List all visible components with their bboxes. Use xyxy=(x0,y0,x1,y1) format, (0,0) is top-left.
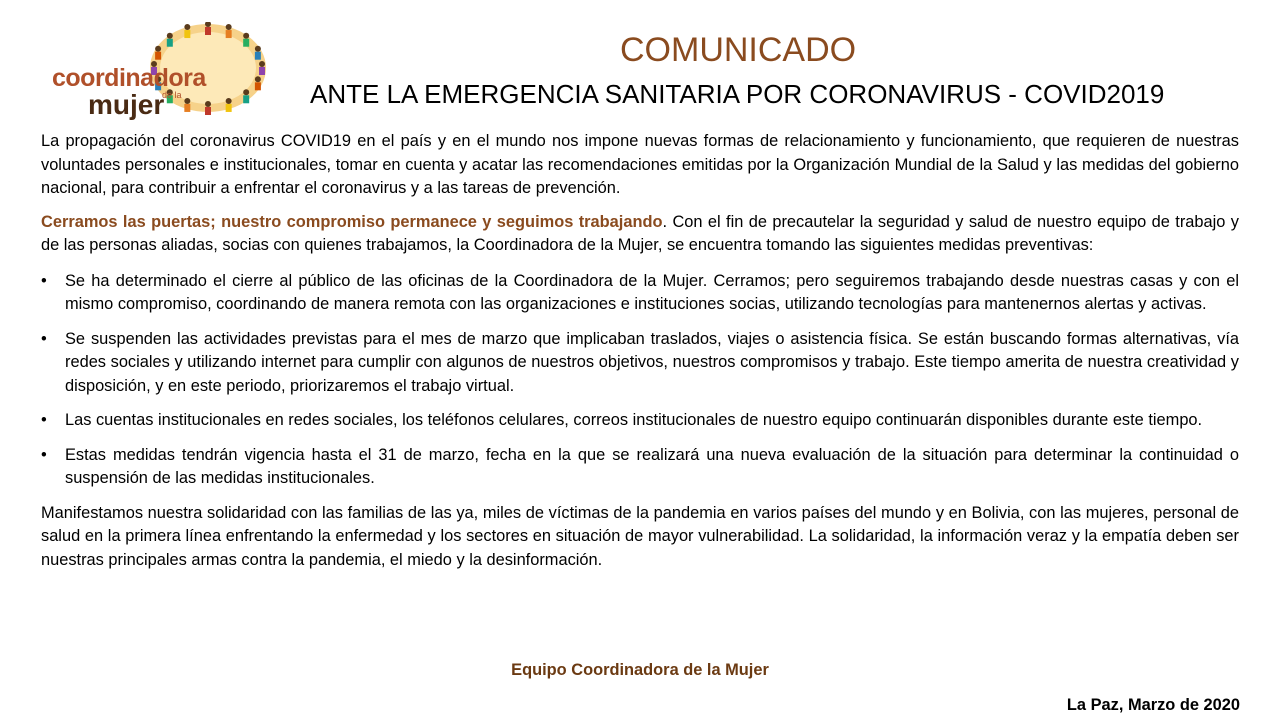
figure-head-icon xyxy=(184,98,190,104)
logo-line-2: de la xyxy=(162,90,182,100)
figure-body-icon xyxy=(205,107,211,115)
bullet-icon: • xyxy=(41,329,47,348)
logo-line-1: coordinadora xyxy=(52,64,206,92)
logo-wordmark xyxy=(52,64,206,120)
page-title: COMUNICADO xyxy=(620,31,857,69)
lead-paragraph xyxy=(41,211,1239,258)
figure-head-icon xyxy=(205,101,211,107)
list-item-text: Se ha determinado el cierre al público de las oficinas de la Coordinadora de la Mujer. Cerramos; pero seguiremos trabajando desde nuestras casas y con el mismo compromiso, coordinando de manera remota con las organizaciones e instituciones socias, utilizando tecnologías para mantenernos alertas y activas. xyxy=(65,271,1239,313)
figure-head-icon xyxy=(167,33,173,39)
bullet-icon: • xyxy=(41,271,47,290)
figure-head-icon xyxy=(243,33,249,39)
page-subtitle: ANTE LA EMERGENCIA SANITARIA POR CORONAVIRUS - COVID2019 xyxy=(310,79,1165,109)
figure-head-icon xyxy=(226,24,232,30)
figure-body-icon xyxy=(255,52,261,60)
figure-body-icon xyxy=(259,67,265,75)
place-date: La Paz, Marzo de 2020 xyxy=(1066,696,1240,714)
figure-head-icon xyxy=(255,46,261,52)
list-item xyxy=(41,409,1239,433)
figure-head-icon xyxy=(184,24,190,30)
lead-highlight: Cerramos las puertas; nuestro compromiso permanece y seguimos trabajando xyxy=(41,212,663,231)
lead-text: . Con el fin de precautelar la seguridad y salud de nuestro equipo de trabajo y de las personas aliadas, socias con quienes trabajamos, la Coordinadora de la Mujer, se encuentra tomando las siguientes medidas preventivas: xyxy=(41,212,1239,254)
figure-body-icon xyxy=(184,30,190,38)
measures-list xyxy=(41,270,1239,491)
figure-head-icon xyxy=(259,61,265,67)
figure-body-icon xyxy=(226,104,232,112)
figure-head-icon xyxy=(243,89,249,95)
document-body xyxy=(41,130,1239,572)
signature: Equipo Coordinadora de la Mujer xyxy=(511,661,769,679)
figure-body-icon xyxy=(155,52,161,60)
bullet-icon: • xyxy=(41,411,47,429)
figure-body-icon xyxy=(226,30,232,38)
figure-body-icon xyxy=(243,95,249,103)
list-item-text: Se suspenden las actividades previstas para el mes de marzo que implicaban traslados, viajes o asistencia física. Se están buscando formas alternativas, vía redes sociales y utilizando internet para cumplir con algunos de nuestros objetivos, nuestros compromisos y trabajo. Este tiempo amerita de nuestra creatividad y disposición, y en este periodo, priorizaremos el trabajo virtual. xyxy=(65,329,1239,395)
list-item-text: Las cuentas institucionales en redes sociales, los teléfonos celulares, correos institucionales de nuestro equipo continuarán disponibles durante este tiempo. xyxy=(65,411,1203,429)
figure-body-icon xyxy=(255,82,261,90)
list-item xyxy=(41,444,1239,491)
figure-body-icon xyxy=(243,39,249,47)
list-item-text: Estas medidas tendrán vigencia hasta el 31 de marzo, fecha en la que se realizará una nueva evaluación de la situación para determinar la continuidad o suspensión de las medidas institucionales. xyxy=(65,445,1239,487)
closing-paragraph: Manifestamos nuestra solidaridad con las familias de las ya, miles de víctimas de la pandemia en varios países del mundo y en Bolivia, con las mujeres, personal de salud en la primera línea enfrentando la enfermedad y los sectores en situación de mayor vulnerabilidad. La solidaridad, la información veraz y la empatía deben ser nuestras principales armas contra la pandemia, el miedo y la desinformación. xyxy=(41,503,1239,569)
list-item xyxy=(41,270,1239,317)
logo xyxy=(48,22,268,126)
logo-line-3: mujer xyxy=(88,89,165,120)
figure-body-icon xyxy=(184,104,190,112)
figure-head-icon xyxy=(155,46,161,52)
figure-head-icon xyxy=(255,76,261,82)
list-item xyxy=(41,328,1239,399)
figure-head-icon xyxy=(226,98,232,104)
bullet-icon: • xyxy=(41,445,47,464)
figure-body-icon xyxy=(205,27,211,35)
intro-paragraph: La propagación del coronavirus COVID19 en el país y en el mundo nos impone nuevas formas de relacionamiento y funcionamiento, que requieren de nuestras voluntades personales e institucionales, tomar en cuenta y acatar las recomendaciones emitidas por la Organización Mundial de la Salud y las medidas del gobierno nacional, para contribuir a enfrentar el coronavirus y a las tareas de prevención. xyxy=(41,132,1239,197)
figure-body-icon xyxy=(167,39,173,47)
